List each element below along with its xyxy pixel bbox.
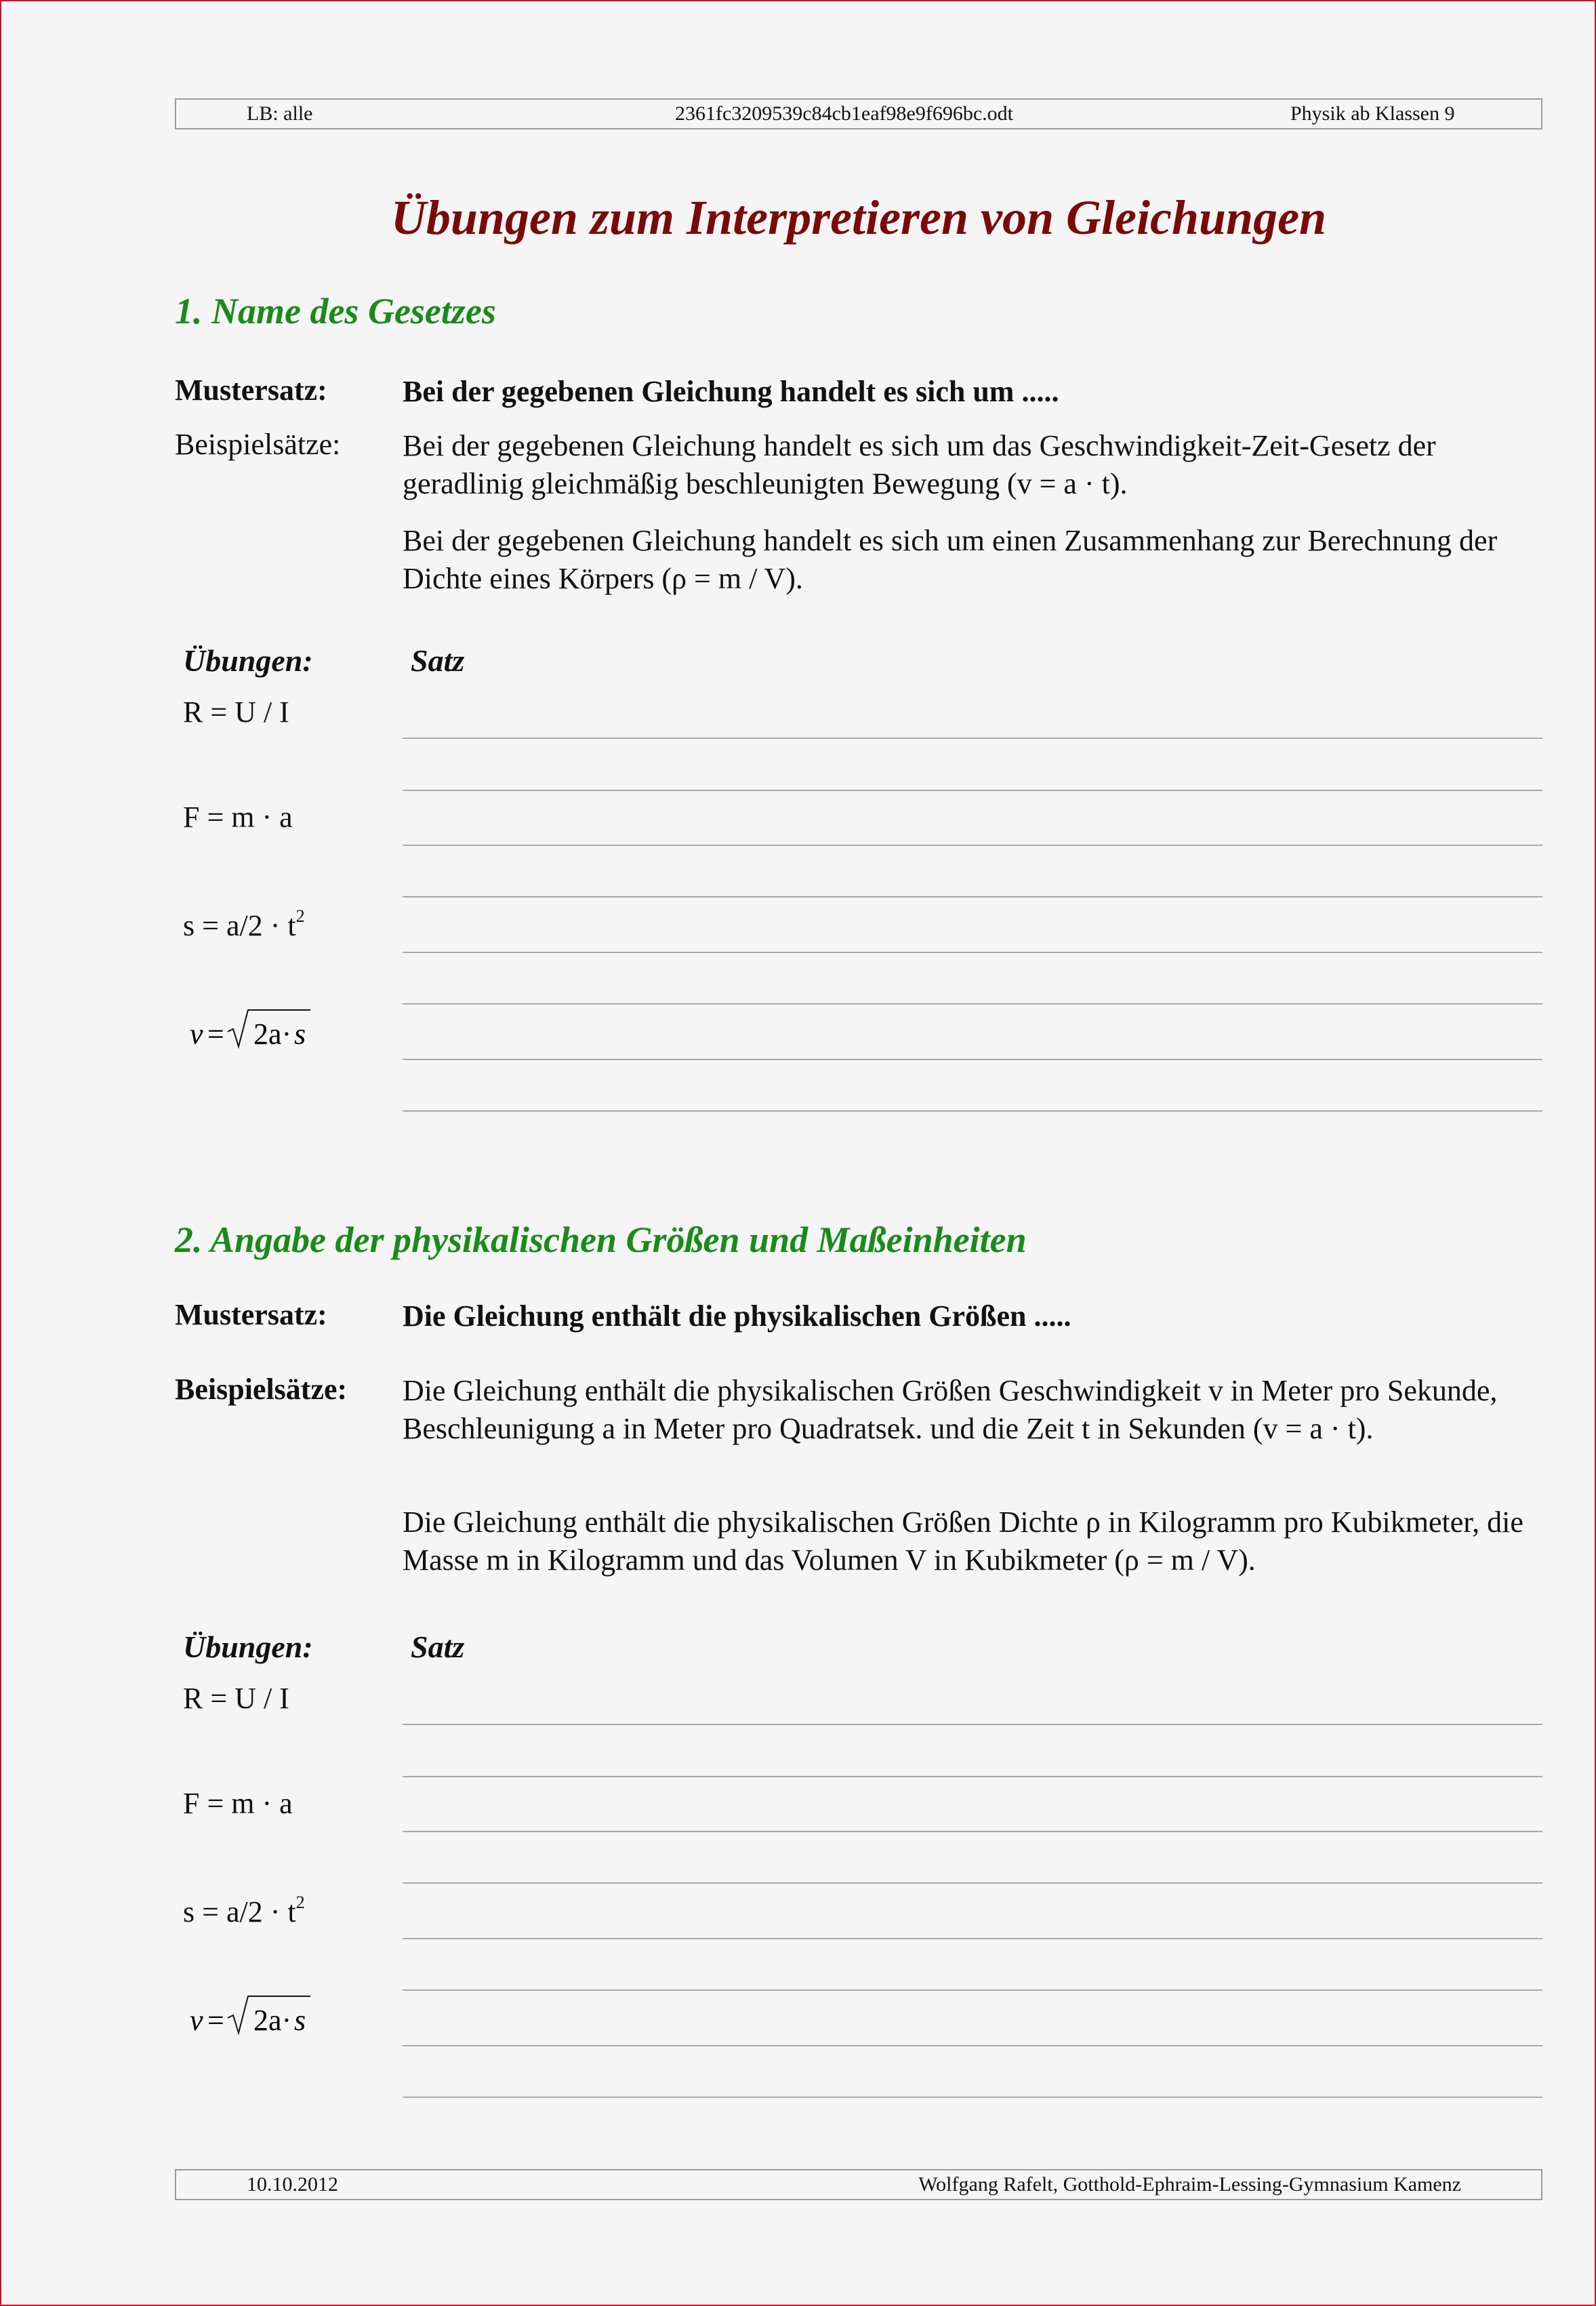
answer-line[interactable] [403,896,1542,897]
svg-text:2a·: 2a· [253,2004,292,2037]
section2-equation-distance: $s = a/2 \cdot t^2$ [183,1893,305,1928]
section2-muster-label: Mustersatz: [175,1298,327,1331]
answer-line[interactable] [403,2097,1542,2098]
section1-muster-text: Bei der gegebenen Gleichung handelt es sich um ..... [403,375,1059,408]
section2-beispiel-label: Beispielsätze: [175,1373,348,1406]
answer-line[interactable] [403,1776,1542,1777]
section1-uebungen-label: Übungen: [183,643,313,678]
section2-satz-label: Satz [411,1630,465,1664]
answer-line[interactable] [403,1831,1542,1832]
section1-equation-ohm: R = U / I [183,695,289,729]
svg-text:2a·: 2a· [253,1017,292,1051]
section1-beispiel-1: Bei der gegebenen Gleichung handelt es sich um das Geschwindigkeit-Zeit-Gesetz der geradlinig gleichmäßig beschleunigten Bewegung (v = a · t). [403,429,1436,500]
section2-equation-sqrt [190,1991,319,2038]
answer-line[interactable] [403,952,1542,953]
section1-muster-label: Mustersatz: [175,373,327,407]
header-lb: LB: alle [247,102,313,125]
header-subject: Physik ab Klassen 9 [1290,102,1455,125]
page-header [175,98,1542,129]
answer-line[interactable] [403,1882,1542,1884]
section1-satz-label: Satz [411,643,465,678]
section2-heading: 2. Angabe der physikalischen Größen und Maßeinheiten [175,1219,1027,1260]
section1-equation-newton: F = m · a [183,801,293,834]
answer-line[interactable] [403,1110,1542,1112]
svg-text:=: = [207,1017,224,1051]
answer-line[interactable] [403,737,1542,739]
section1-heading: 1. Name des Gesetzes [175,291,496,331]
section1-equation-sqrt [190,1005,319,1052]
answer-line[interactable] [403,845,1542,846]
svg-text:=: = [207,2004,224,2037]
answer-line[interactable] [403,1724,1542,1725]
page-footer [175,2169,1542,2200]
section2-uebungen-label: Übungen: [183,1630,313,1664]
svg-text:s: s [294,2004,306,2037]
section2-equation-ohm: R = U / I [183,1682,289,1715]
answer-line[interactable] [403,1989,1542,1991]
svg-text:s: s [294,1017,306,1051]
answer-line[interactable] [403,1003,1542,1005]
section1-equation-distance: $s = a/2 \cdot t^2$ [183,906,305,942]
section2-equation-newton: F = m · a [183,1787,293,1820]
svg-text:v: v [190,2004,203,2037]
answer-line[interactable] [403,1059,1542,1060]
section1-beispiel-label: Beispielsätze: [175,428,341,461]
header-filename: 2361fc3209539c84cb1eaf98e9f696bc.odt [675,102,1014,125]
section2-beispiel-2: Die Gleichung enthält die physikalischen Größen Dichte ρ in Kilogramm pro Kubikmeter, die Masse m in Kilogramm und das Volumen V in Kubikmeter (ρ = m / V). [403,1505,1523,1577]
section1-beispiel-2: Bei der gegebenen Gleichung handelt es sich um einen Zusammenhang zur Berechnung der Dichte eines Körpers (ρ = m / V). [403,524,1498,595]
svg-text:v: v [190,1017,203,1051]
answer-line[interactable] [403,790,1542,791]
footer-date: 10.10.2012 [247,2173,338,2196]
section2-muster-text: Die Gleichung enthält die physikalischen Größen ..... [403,1299,1071,1333]
page-title: Übungen zum Interpretieren von Gleichungen [390,190,1327,245]
answer-line[interactable] [403,2045,1542,2046]
footer-author: Wolfgang Rafelt, Gotthold-Ephraim-Lessing-Gymnasium Kamenz [918,2173,1461,2196]
section2-beispiel-1: Die Gleichung enthält die physikalischen Größen Geschwindigkeit v in Meter pro Sekunde, Beschleunigung a in Meter pro Quadratsek. und die Zeit t in Sekunden (v = a · t). [403,1374,1498,1445]
answer-line[interactable] [403,1938,1542,1939]
